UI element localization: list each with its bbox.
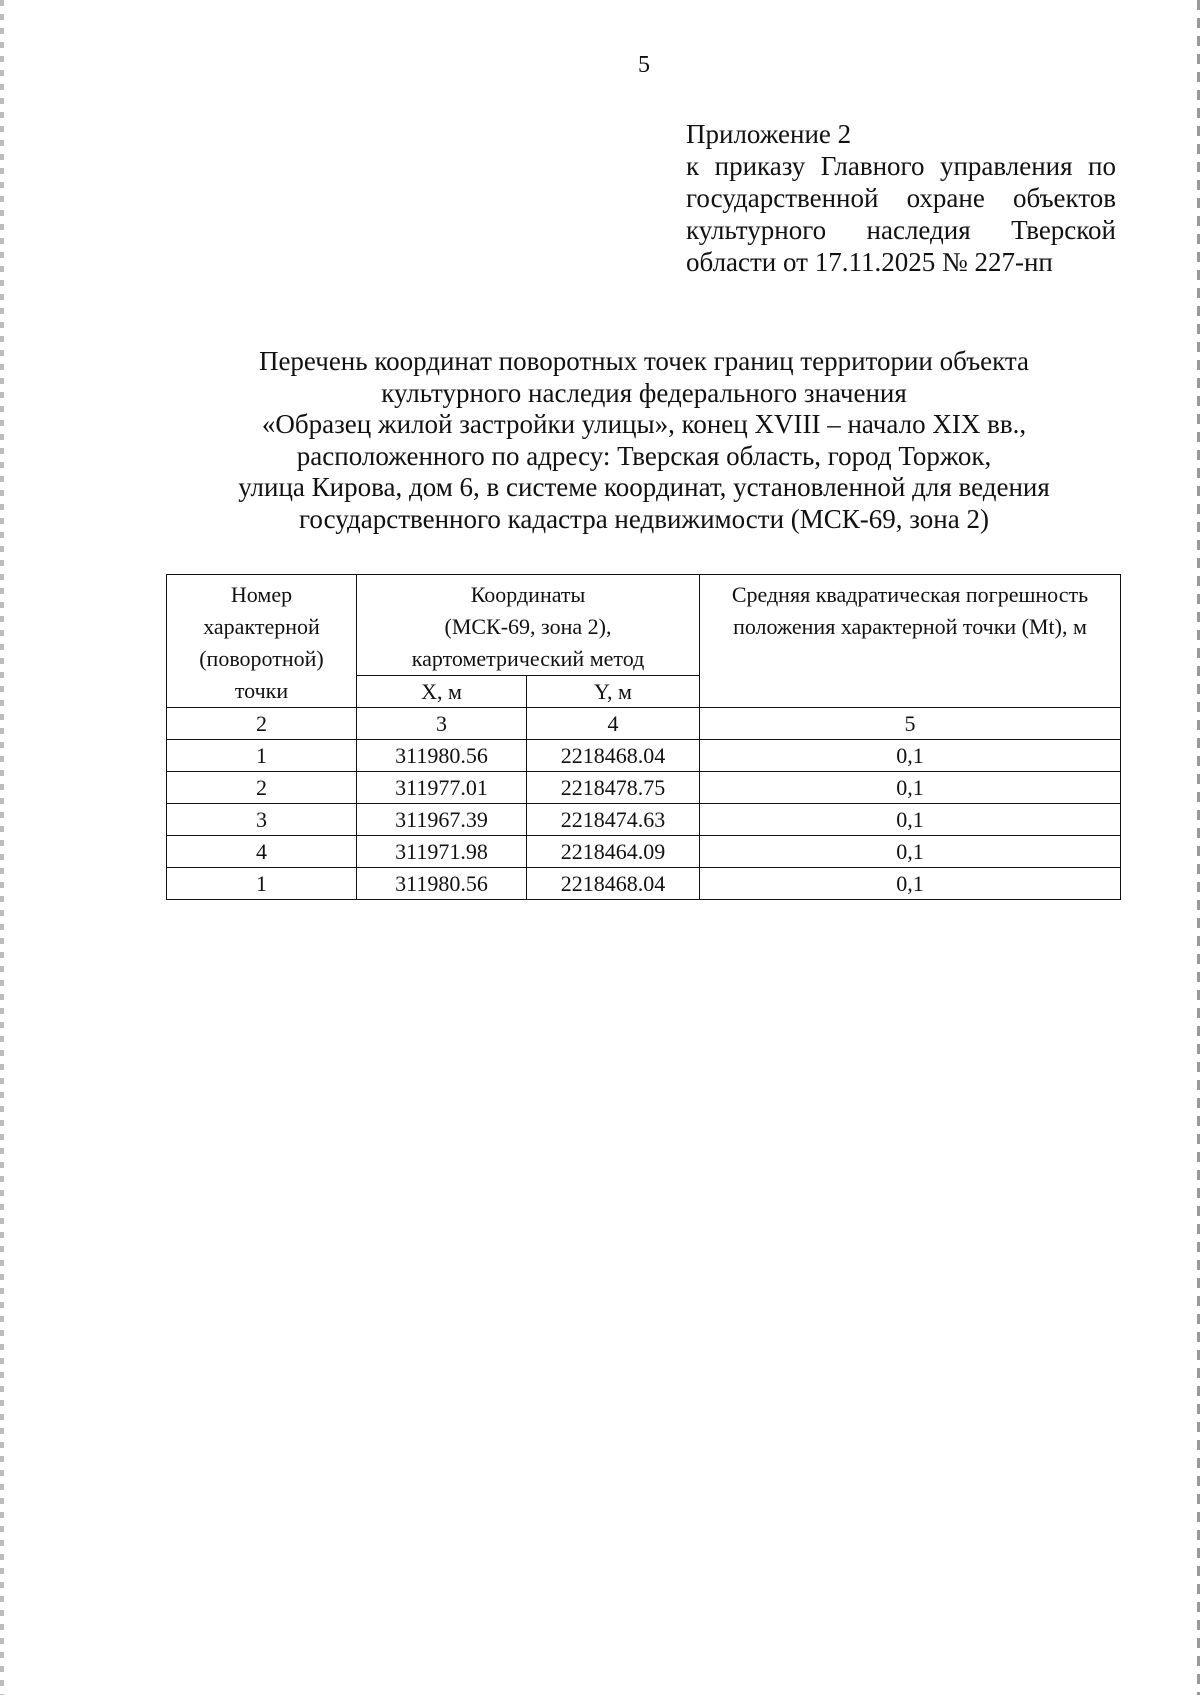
title-line: культурного наследия федерального значения [381,377,907,408]
header-error-line: Средняя квадратическая погрешность [731,582,1089,607]
header-y: Y, м [527,676,700,708]
header-error-line: положения характерной точки (Mt), м [733,614,1087,639]
header-point-line: точки [234,678,289,703]
annex-text: к приказу Главного управления по государственной охране объектов культурного наследия Тверской области от 17.11.2025 № 227-нп [686,151,1116,277]
annex-block [686,118,1116,278]
column-number: 5 [700,708,1121,740]
column-number: 3 [357,708,527,740]
column-number: 2 [167,708,357,740]
table-row [167,868,1121,900]
header-coords-line: Координаты [470,582,586,607]
document-title [160,346,1128,535]
header-point-line: характерной [203,614,320,639]
cell-x: 311977.01 [357,772,527,804]
cell-error: 0,1 [700,868,1121,900]
coordinates-table [166,574,1121,900]
table-row [167,804,1121,836]
cell-y: 2218468.04 [527,740,700,772]
cell-error: 0,1 [700,772,1121,804]
header-coords-line: картометрический метод [411,646,645,671]
cell-x: 311967.39 [357,804,527,836]
cell-x: 311980.56 [357,868,527,900]
scan-edge-left [0,0,4,1695]
header-x: X, м [357,676,527,708]
annex-title: Приложение 2 [686,119,852,149]
header-error [700,575,1121,708]
cell-y: 2218474.63 [527,804,700,836]
header-point-line: (поворотной) [199,646,324,671]
cell-point: 1 [167,868,357,900]
title-line: Перечень координат поворотных точек границ территории объекта [258,346,1030,376]
cell-x: 311971.98 [357,836,527,868]
cell-point: 4 [167,836,357,868]
title-line: государственного кадастра недвижимости (МСК-69, зона 2) [299,503,989,534]
header-point-line: Номер [230,582,293,607]
column-number: 4 [527,708,700,740]
cell-point: 3 [167,804,357,836]
table-row [167,740,1121,772]
title-line: улица Кирова, дом 6, в системе координат, установленной для ведения [238,472,1050,502]
header-point-number [167,575,357,708]
cell-y: 2218478.75 [527,772,700,804]
cell-error: 0,1 [700,804,1121,836]
table-row [167,836,1121,868]
cell-point: 1 [167,740,357,772]
cell-x: 311980.56 [357,740,527,772]
page-number: 5 [638,52,650,78]
cell-y: 2218468.04 [527,868,700,900]
title-line: расположенного по адресу: Тверская область, город Торжок, [296,440,992,471]
cell-error: 0,1 [700,740,1121,772]
title-line: «Образец жилой застройки улицы», конец XVIII – начало XIX вв., [261,409,1027,439]
header-coords-line: (МСК-69, зона 2), [444,614,612,639]
cell-error: 0,1 [700,836,1121,868]
cell-point: 2 [167,772,357,804]
column-number-row [167,708,1121,740]
table-row [167,772,1121,804]
header-coordinates [357,575,700,676]
cell-y: 2218464.09 [527,836,700,868]
